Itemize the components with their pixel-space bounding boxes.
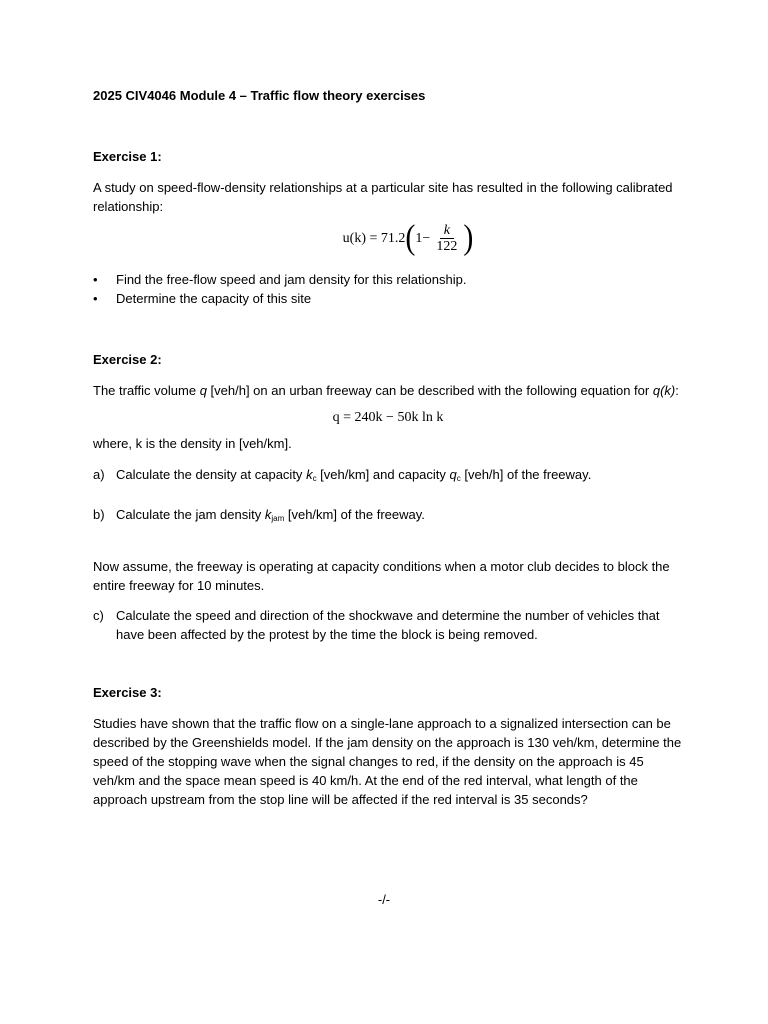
intro-text: [veh/h] on an urban freeway can be described with the following equation for: [206, 383, 653, 398]
equation-fraction: [432, 223, 461, 254]
exercise-2-equation: q = 240k − 50k ln k: [332, 410, 444, 425]
document-page: [93, 86, 683, 809]
var-k: k: [306, 467, 313, 482]
intro-text: The traffic volume: [93, 383, 200, 398]
item-c: [93, 606, 683, 644]
document-title: 2025 CIV4046 Module 4 – Traffic flow theory exercises: [93, 88, 426, 103]
item-a: [93, 465, 683, 488]
exercise-1-heading: Exercise 1:: [93, 149, 162, 164]
fraction-denominator: 122: [436, 238, 458, 254]
exercise-3-text: Studies have shown that the traffic flow on a single-lane approach to a signalized intersection can be described by the Greenshields model. If the jam density on the approach is 130 veh/km, determine the speed of the stopping wave when the signal changes to red, if the density on the approach is 45 veh/km and the space mean speed is 40 km/h. At the end of the red interval, what length of the approach upstream from the stop line will be affected if the red interval is 35 seconds?: [93, 716, 682, 807]
page-footer: -/-: [377, 892, 391, 907]
bullet-text: Find the free-flow speed and jam density for this relationship.: [116, 272, 467, 287]
equation-lhs: u(k) = 71.2: [342, 230, 406, 246]
exercise-2-assumption: Now assume, the freeway is operating at capacity conditions when a motor club decides to block the entire freeway for 10 minutes.: [93, 559, 670, 593]
exercise-2-heading: Exercise 2:: [93, 352, 162, 367]
fraction-numerator: k: [440, 223, 454, 239]
var-k-sub: c: [312, 474, 317, 483]
equation-one-minus: 1−: [415, 230, 431, 246]
var-q: q: [449, 467, 457, 482]
open-paren: (: [405, 218, 416, 257]
item-text: [veh/km] and capacity: [316, 467, 450, 482]
item-label: b): [93, 507, 105, 522]
bullet-icon: •: [93, 291, 98, 306]
intro-var-q: q: [199, 383, 207, 398]
item-text: [veh/km] of the freeway.: [284, 507, 425, 522]
exercise-1-intro: A study on speed-flow-density relationships at a particular site has resulted in the following calibrated relationship:: [93, 180, 673, 214]
item-text: Calculate the jam density: [116, 507, 265, 522]
intro-text: :: [675, 383, 679, 398]
item-b: [93, 505, 683, 528]
exercise-2-items-c: [93, 606, 683, 644]
exercise-3-heading: Exercise 3:: [93, 685, 162, 700]
bullet-icon: •: [93, 272, 98, 287]
var-q-sub: c: [456, 474, 461, 483]
item-label: c): [93, 608, 104, 623]
close-paren: ): [463, 218, 474, 257]
exercise-1-bullets: [93, 270, 683, 308]
exercise-2-items: [93, 465, 683, 528]
item-label: a): [93, 467, 105, 482]
exercise-1-equation: [133, 216, 683, 260]
exercise-2-where: where, k is the density in [veh/km].: [93, 436, 292, 451]
item-text: Calculate the speed and direction of the shockwave and determine the number of vehicles that have been affected by the protest by the time the block is being removed.: [116, 608, 660, 642]
bullet-text: Determine the capacity of this site: [116, 291, 312, 306]
var-k-sub: jam: [271, 514, 285, 523]
list-item: [93, 270, 683, 289]
var-k: k: [264, 507, 272, 522]
list-item: [93, 289, 683, 308]
item-text: [veh/h] of the freeway.: [460, 467, 592, 482]
item-text: Calculate the density at capacity: [116, 467, 307, 482]
exercise-2-intro: [93, 381, 683, 400]
intro-var-qk: q(k): [652, 383, 676, 398]
